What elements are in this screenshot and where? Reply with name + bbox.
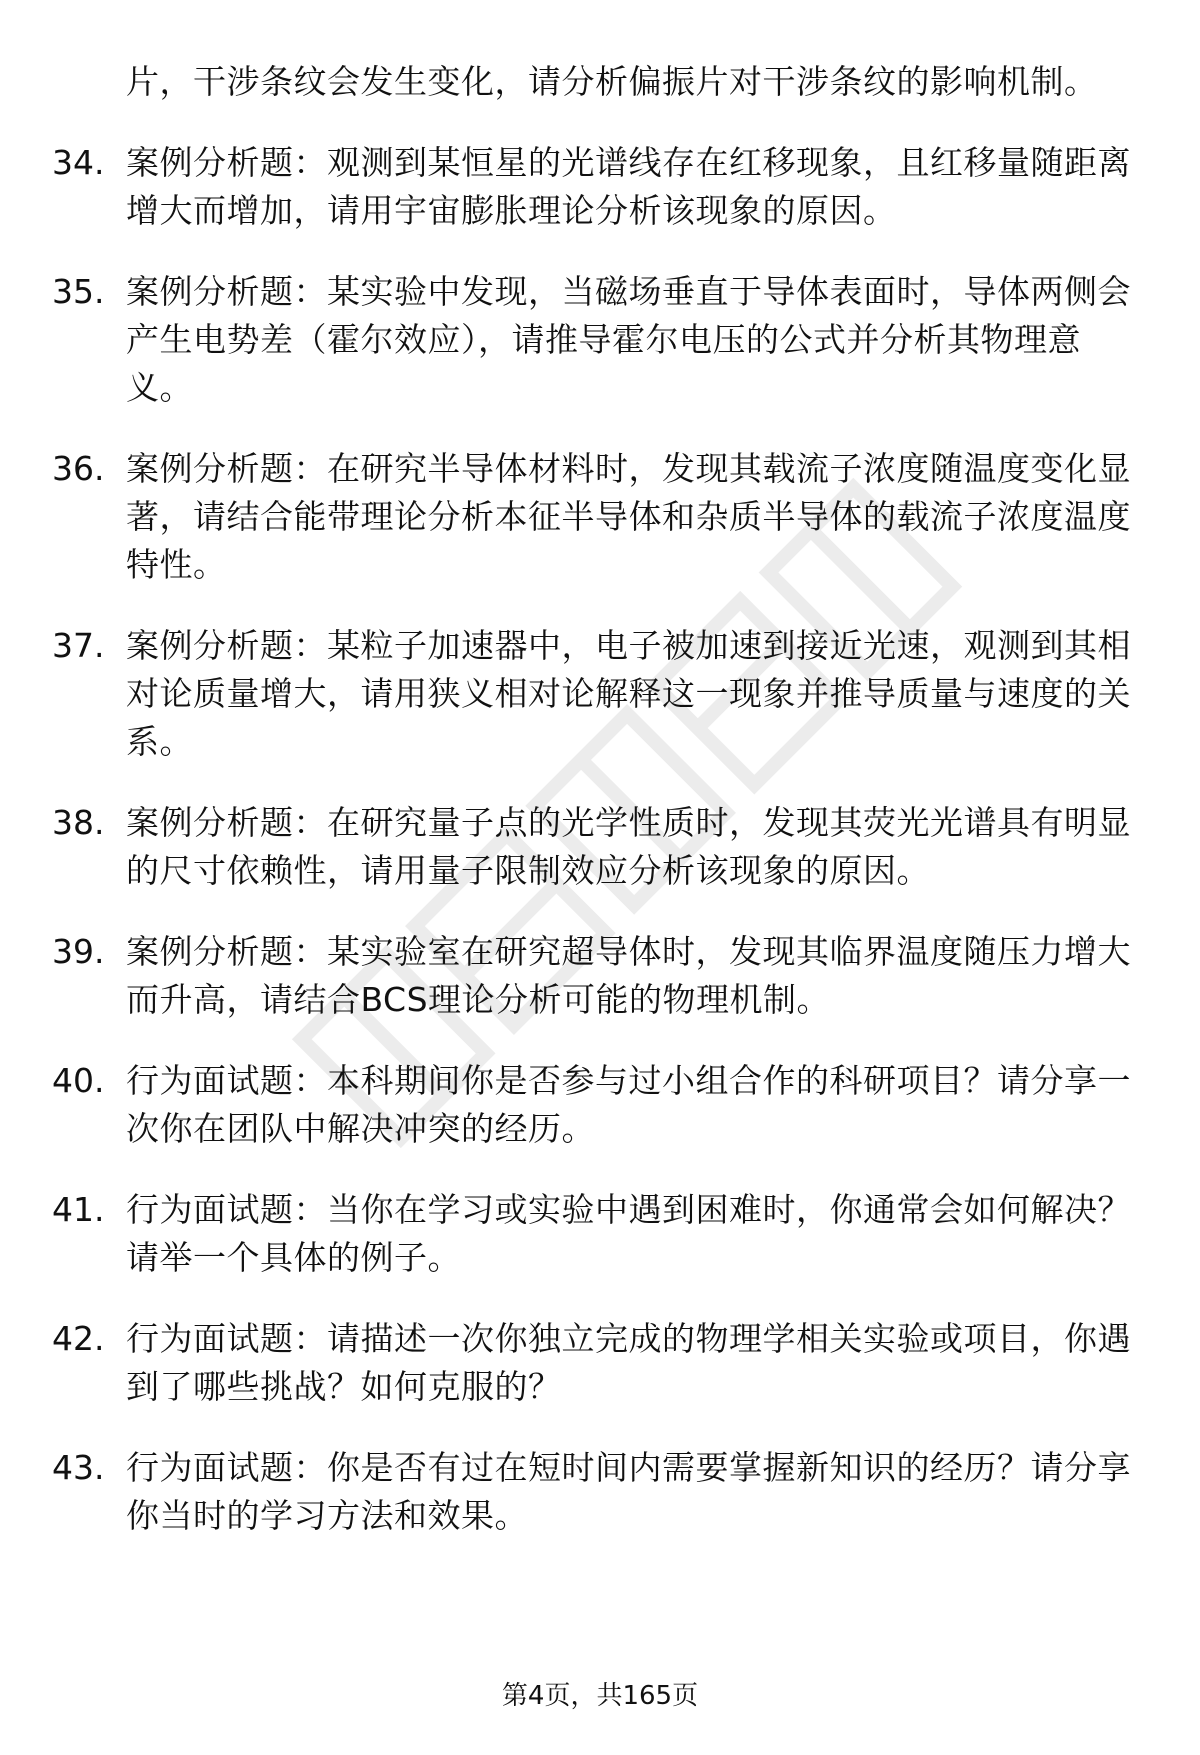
question-number: 42. (52, 1319, 105, 1358)
question-text: 行为面试题：当你在学习或实验中遇到困难时，你通常会如何解决？请举一个具体的例子。 (126, 1190, 1131, 1277)
question-text: 案例分析题：某粒子加速器中，电子被加速到接近光速，观测到其相对论质量增大，请用狭义相对论解释这一现象并推导质量与速度的关系。 (126, 626, 1131, 761)
question-text: 案例分析题：某实验室在研究超导体时，发现其临界温度随压力增大而升高，请结合BCS理论分析可能的物理机制。 (126, 932, 1131, 1019)
continued-question-text: 片，干涉条纹会发生变化，请分析偏振片对干涉条纹的影响机制。 (126, 62, 1098, 101)
question-text: 行为面试题：你是否有过在短时间内需要掌握新知识的经历？请分享你当时的学习方法和效果。 (126, 1448, 1131, 1535)
question-item (52, 1444, 1142, 1540)
question-number: 38. (52, 803, 105, 842)
question-item (52, 928, 1142, 1024)
question-item (52, 622, 1142, 766)
question-number: 41. (52, 1190, 105, 1229)
question-text: 案例分析题：观测到某恒星的光谱线存在红移现象，且红移量随距离增大而增加，请用宇宙膨胀理论分析该现象的原因。 (126, 143, 1131, 230)
question-text: 案例分析题：在研究量子点的光学性质时，发现其荧光光谱具有明显的尺寸依赖性，请用量子限制效应分析该现象的原因。 (126, 803, 1131, 890)
question-number: 43. (52, 1448, 105, 1487)
question-item (52, 1315, 1142, 1411)
question-number: 36. (52, 449, 105, 488)
question-number: 39. (52, 932, 105, 971)
question-item (52, 1186, 1142, 1282)
question-text: 案例分析题：某实验中发现，当磁场垂直于导体表面时，导体两侧会产生电势差（霍尔效应），请推导霍尔电压的公式并分析其物理意义。 (126, 272, 1131, 407)
question-number: 40. (52, 1061, 105, 1100)
question-number: 37. (52, 626, 105, 665)
question-list (52, 58, 1142, 1540)
question-item (52, 139, 1142, 235)
question-text: 行为面试题：本科期间你是否参与过小组合作的科研项目？请分享一次你在团队中解决冲突的经历。 (126, 1061, 1131, 1148)
question-item (52, 445, 1142, 589)
question-number: 35. (52, 272, 105, 311)
question-text: 案例分析题：在研究半导体材料时，发现其载流子浓度随温度变化显著，请结合能带理论分析本征半导体和杂质半导体的载流子浓度温度特性。 (126, 449, 1131, 584)
question-text: 行为面试题：请描述一次你独立完成的物理学相关实验或项目，你遇到了哪些挑战？如何克服的？ (126, 1319, 1131, 1406)
question-number: 34. (52, 143, 105, 182)
question-item (52, 1057, 1142, 1153)
question-item (52, 799, 1142, 895)
page-footer: 第4页，共165页 (501, 1681, 699, 1711)
question-item (52, 268, 1142, 412)
